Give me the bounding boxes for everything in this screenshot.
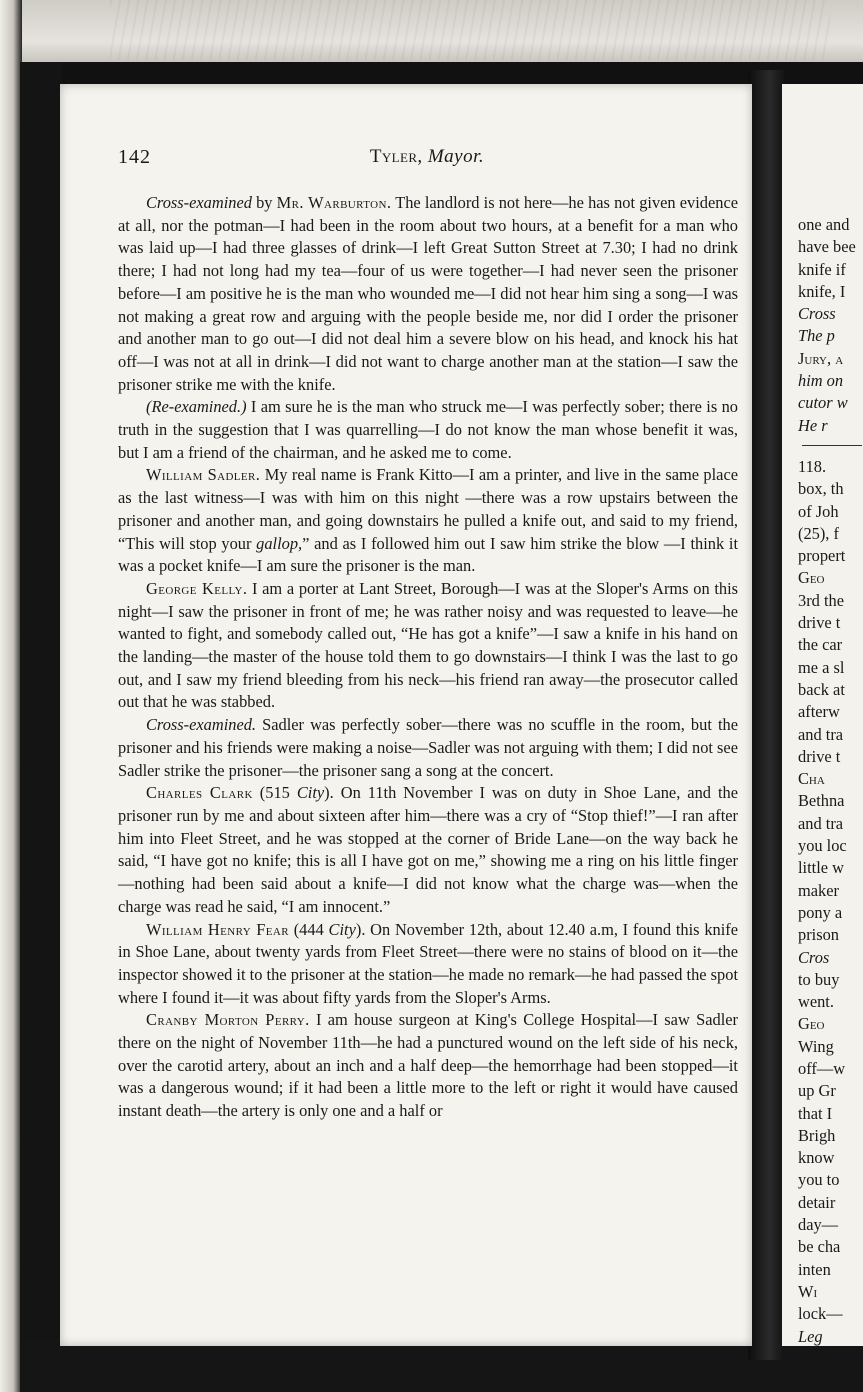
facing-page-line: drive t: [798, 613, 841, 633]
paragraph-text: On 11th November I was on duty in Shoe Lane, and the prisoner run by me and about sixteen after him—there was a cry of “Stop thief!”—I ran after him into Fleet Street, and he was stopped at the corner of Bride Lane—on the way back he said, “I have got no knife; this is all I have got on me,” showing me a ring on his little finger—nothing had been said about a knife—I did not know what the charge was—when the charge was read he said, “I am innocent.”: [118, 783, 738, 916]
facing-page-line: Cros: [798, 947, 830, 967]
facing-page-line: Bethna: [798, 791, 845, 811]
facing-page-line: of Joh: [798, 501, 839, 521]
facing-page-line: one and: [798, 215, 850, 234]
facing-page-line: you to: [798, 1170, 840, 1190]
facing-page-line: and tra: [798, 724, 844, 744]
facing-page-line: lock—: [798, 1304, 843, 1324]
facing-page-line: prison: [798, 925, 839, 945]
facing-page-line: propert: [798, 546, 846, 566]
witness-name: Charles Clark: [146, 783, 253, 803]
facing-page-line: Cha: [798, 769, 825, 789]
running-title: [118, 146, 736, 168]
lead-italic: Cross-examined.: [146, 715, 257, 735]
paragraph-text: On November 12th, about 12.40 a.m, I found this knife in Shoe Lane, about twenty yards from Fleet Street—there were no stains of blood on it—the inspector showed it to the prisoner at the station—he made no remark—he had passed the spot where I found it—it was about fifty yards from the Sloper's Arms.: [118, 919, 738, 1007]
page-top-margin: [0, 0, 863, 70]
facing-page-line: day—: [798, 1215, 839, 1235]
facing-page-line: 118.: [798, 456, 827, 476]
facing-page-line: him on: [798, 371, 844, 391]
paragraph-text: I am sure he is the man who struck me—I was perfectly sober; there is no truth in the suggestion that I was quarrelling—I do not know the man whose benefit it was, but I am a friend of the chairman, and he asked me to come.: [118, 397, 738, 462]
lead-connector: by: [251, 193, 277, 212]
running-title-name: Tyler,: [369, 146, 423, 167]
lead-italic: Cross-examined: [146, 193, 252, 212]
paragraph-charles-clark: [118, 782, 738, 918]
paragraph-text: I am a porter at Lant Street, Borough—I was at the Sloper's Arms on this night—I saw the prisoner in front of me; he was rather noisy and was requested to leave—he wanted to fight, and somebody called out, “He has got a knife”—I saw a knife in his hand on the landing—the master of the house told them to go downstairs—I think I was the last to go out, and I saw my friend bleeding from his neck—his friend ran away—the prosecutor called out that he was stabbed.: [118, 578, 739, 712]
facing-page-line: Cross: [798, 304, 836, 324]
facing-page-line: up Gr: [798, 1081, 836, 1101]
scan-border-left: [20, 62, 62, 1392]
left-page: [60, 84, 752, 1346]
force-name: City: [296, 783, 325, 803]
facing-page-line: pony a: [798, 902, 843, 922]
paragraph-cross-examined-warburton: [118, 192, 738, 396]
left-edge: [0, 0, 22, 1392]
book-gutter: [748, 70, 784, 1360]
paragraph-text: The landlord is not here—he has not given evidence at all, nor the potman—I had been in the room about two hours, at a benefit for a man who was laid up—I had three glasses of drink—I left Great Sutton Street at 7.30; I had no drink there; I had not long had my tea—four of us were together—I had never seen the prisoner before—I am positive he is the man who wounded me—I did not hear him sing a song—I was not making a great row and arguing with the people beside me, nor did I order the prisoner and another man to go out—I did not deal him a severe blow on his head, and knock his hat off—I was not at all in drink—I did not want to charge another man at the station—I saw the prisoner strike me with the knife.: [118, 193, 739, 394]
lead-close: ).: [324, 783, 334, 803]
facing-page-line: Wi: [798, 1281, 818, 1301]
facing-page-line: that I: [798, 1103, 833, 1123]
witness-name: George Kelly.: [146, 578, 248, 598]
paragraph-text: My real name is Frank Kitto—I am a printer, and live in the same place as the last witness—I was with him on this night —there was a row upstairs between the prisoner and another man, and going downstairs he pulled a knife out, and said to my friend, “This will stop your: [118, 465, 739, 553]
facing-page-line: He r: [798, 415, 828, 435]
facing-page-line: be cha: [798, 1237, 841, 1257]
body-text: [118, 192, 738, 1123]
facing-page-line: to buy: [798, 969, 840, 989]
badge-number: (515: [252, 783, 297, 803]
badge-number: (444: [288, 919, 329, 939]
facing-page-line: afterw: [798, 702, 840, 722]
facing-page-line: me a sl: [798, 657, 845, 677]
witness-name: Cranby Morton Perry.: [146, 1010, 310, 1030]
force-name: City: [328, 919, 356, 939]
facing-page-line: know: [798, 1148, 835, 1168]
lead-italic: (Re-examined.): [146, 397, 247, 417]
facing-page-line: Jury, a: [798, 348, 844, 368]
witness-name: William Henry Fear: [146, 919, 289, 939]
facing-page-line: detair: [798, 1192, 836, 1212]
witness-name: William Sadler.: [146, 465, 261, 485]
facing-page-line: inten: [798, 1259, 831, 1279]
paragraph-text: Sadler was perfectly sober—there was no scuffle in the room, but the prisoner and his friends were making a noise—Sadler was not arguing with them; I did not see Sadler strike the prisoner—the prisoner sang a song at the concert.: [118, 715, 738, 780]
facing-page-line: you loc: [798, 836, 847, 856]
scan-border-bottom: [20, 1340, 863, 1392]
facing-page-line: went.: [798, 992, 834, 1012]
facing-page-line: Brigh: [798, 1125, 836, 1145]
facing-page-line: the car: [798, 635, 843, 655]
page-header: [118, 146, 736, 172]
running-title-role: Mayor.: [427, 146, 485, 167]
paragraph-cranby-morton-perry: [118, 1009, 738, 1123]
page-number: 142: [118, 146, 151, 168]
facing-page-line: drive t: [798, 746, 841, 766]
facing-page-line: off—w: [798, 1058, 846, 1078]
facing-page-line: Wing: [798, 1036, 834, 1056]
paper-texture: [110, 0, 830, 60]
section-rule: [802, 445, 862, 446]
lead-name: Mr. Warburton.: [276, 193, 392, 212]
paragraph-william-sadler: [118, 464, 738, 578]
facing-page-line: knife, I: [798, 281, 846, 301]
facing-page-line: knife if: [798, 259, 846, 279]
facing-page-line: Geo: [798, 568, 825, 588]
facing-page-line: 3rd the: [798, 590, 844, 610]
facing-page-line: little w: [798, 858, 844, 878]
facing-page-line: Leg: [798, 1326, 823, 1346]
italic-word: gallop,: [256, 533, 303, 553]
facing-page-line: have bee: [798, 237, 856, 257]
facing-page-line: Geo: [798, 1014, 825, 1034]
lead-close: ).: [355, 919, 366, 939]
paragraph-william-henry-fear: [118, 919, 738, 1010]
facing-page-line: maker: [798, 880, 839, 900]
facing-page-line: box, th: [798, 479, 844, 499]
paragraph-re-examined: [118, 396, 738, 464]
facing-page-fragments: [798, 214, 863, 1346]
paragraph-text-continued: ” and as I followed him out I saw him strike the blow —I think it was a pocket knife—I am sure the prisoner is the man.: [118, 533, 738, 576]
paragraph-cross-examined-kelly: [118, 714, 738, 782]
paragraph-george-kelly: [118, 578, 738, 714]
facing-page-line: The p: [798, 326, 835, 346]
right-page-edge: [782, 84, 863, 1346]
facing-page-line: back at: [798, 679, 845, 699]
facing-page-line: and tra: [798, 813, 844, 833]
facing-page-line: cutor w: [798, 393, 848, 413]
facing-page-line: (25), f: [798, 523, 839, 543]
paragraph-text: I am house surgeon at King's College Hospital—I saw Sadler there on the night of November 11th—he had a punctured wound on the left side of his neck, over the carotid artery, about an inch and a half deep—the hemorrhage had been stopped—it was a dangerous wound; if it had been a little more to the left or right it would have caused instant death—the artery is only one and a half or: [118, 1010, 738, 1121]
